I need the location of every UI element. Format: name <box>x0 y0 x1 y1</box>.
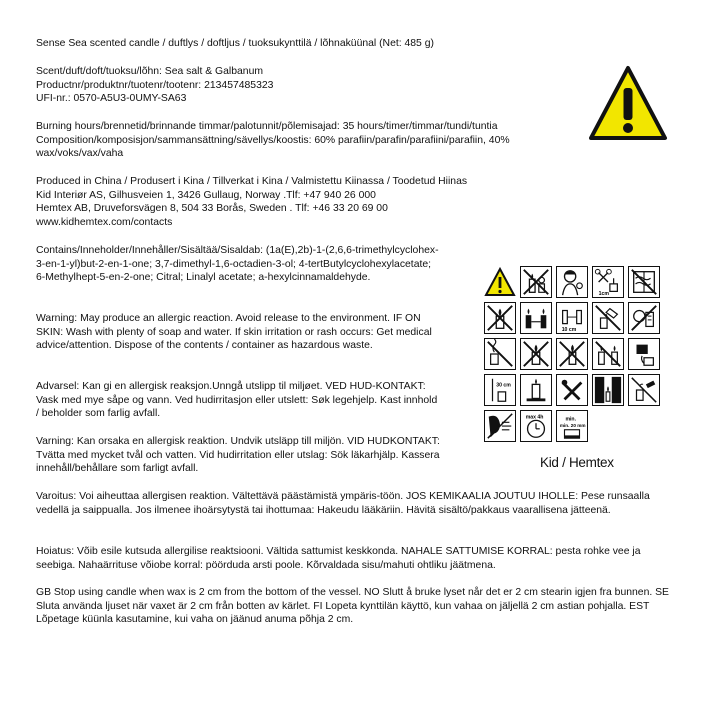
no-flammable-nearby-icon <box>484 302 516 334</box>
ten-cm-distance-icon <box>556 302 588 334</box>
contains-block: Contains/Inneholder/Innehåller/Sisältää/Sisaldab: (1a(E),2b)-1-(2,6,6-trimethylcyclohex-3-en-1-yl)but-2-en-1-one; 3,7-dimethyl-1,6-octadien-3-ol; 4-tertButylcyclohexylacetate; 6-Methylhept-5-en-2-one; Citral; Linalyl acetate; a-hexylcinnamaldehyde. <box>36 245 439 284</box>
extinguish-candle-icon <box>628 374 660 406</box>
thirty-cm-height-icon <box>484 374 516 406</box>
max4h-label: max 4h <box>525 414 544 421</box>
product-title: Sense Sea scented candle / duftlys / doftljus / tuoksukynttilä / lõhnaküünal (Net: 485 g) <box>36 38 434 49</box>
no-water-extinguish-icon <box>592 302 624 334</box>
trim-wick-icon <box>592 266 624 298</box>
min-wax-depth-icon <box>556 410 588 442</box>
brand-label: Kid / Hemtex <box>540 455 614 470</box>
composition: Composition/komposisjon/sammansättning/sävellys/koostis: 60% parafiin/parafin/parafiini/parafiin, 40% wax/voks/vax/vaha <box>36 134 510 160</box>
no-smoke-icon <box>484 338 516 370</box>
kid-address: Kid Interiør AS, Gilhusveien 1, 3426 Gullaug, Norway .Tlf: +47 940 26 000 <box>36 189 376 201</box>
child-adult-icon <box>556 266 588 298</box>
candle-spacing-icon <box>520 302 552 334</box>
small-warning-triangle-icon <box>484 266 516 298</box>
min20-label: min. 20 mm <box>559 422 586 428</box>
warning-se: Varning: Kan orsaka en allergisk reaktion. Undvik utsläpp till miljön. VID HUDKONTAKT: Tvätta med mycket tvål och vatten. Vid hudirritation eller utslag: Sök läkarhjälp. Kassera innehåll/behållare som farligt avfall. <box>36 436 440 475</box>
warning-en: Warning: May produce an allergic reaction. Avoid release to the environment. IF ON SKIN: Wash with plenty of soap and water. If skin irritation or rash occurs: Get medical advice/attention. Dispose of the contents / container as hazardous waste. <box>36 313 432 352</box>
burning-hours: Burning hours/brennetid/brinnande timmar/palotunnit/põlemisajad: 35 hours/timer/timmar/tundi/tuntia <box>36 121 498 132</box>
no-children-candle-icon <box>520 266 552 298</box>
no-draft-window-icon <box>628 266 660 298</box>
no-tools-icon <box>556 374 588 406</box>
stop-instructions: GB Stop using candle when wax is 2 cm from the bottom of the vessel. NO Slutt å bruke lyset når det er 2 cm stearin igjen fra bunnen. SE Sluta använda ljuset när vaxet är 2 cm från botten av kärlet. FI Lopeta kynttilän käyttö, kun vahaa on jäljellä 2 cm astian pohjalla. EST Lõpetage küünla kasutamine, kui vaha on jäänud anuma põhja 2 cm. <box>36 587 669 626</box>
no-unattended-icon <box>520 338 552 370</box>
warning-fi: Varoitus: Voi aiheuttaa allergisen reaktion. Vältettävä päästämistä ympäris-töön. JOS KEMIKAALIA JOUTUU IHOLLE: Pese runsaalla vedellä ja saippualla. Jos ilmenee ihoärsytystä tai ihottumaa: Hakeudu lääkäriin. Hävitä sisältö/pakkaus vaarallisena jätteenä. <box>36 491 650 516</box>
candle-tray-icon <box>520 374 552 406</box>
warning-ee: Hoiatus: Võib esile kutsuda allergilise reaktsiooni. Vältida sattumist keskkonda. NAHALE SATTUMISE KORRAL: pesta rohke vee ja seebiga. Nahaärrituse võiobe korral: pöörduda arsti poole. Kõrvaldada sisu/mahuti ohtliku jäätmena. <box>36 546 641 571</box>
product-ids <box>36 65 676 106</box>
product-number-line: Productnr/produktnr/tuotenr/tootenr: 213457485323 <box>36 79 274 91</box>
website: www.kidhemtex.com/contacts <box>36 216 173 228</box>
thirty-cm-label: 30 cm <box>496 382 511 389</box>
max-burn-time-icon <box>520 410 552 442</box>
scent-line: Scent/duft/doft/tuoksu/lõhn: Sea salt & Galbanum <box>36 66 264 77</box>
no-curtains-icon <box>592 374 624 406</box>
cm-label: 1cm <box>598 291 609 297</box>
no-move-burning-icon <box>592 338 624 370</box>
produced-in: Produced in China / Produsert i Kina / Tillverkat i Kina / Valmistettu Kiinassa / Toodetud Hiinas <box>36 176 468 187</box>
no-blow-icon <box>484 410 516 442</box>
ufi-line: UFI-nr.: 0570-A5U3-0UMY-SA63 <box>36 93 187 105</box>
pour-wax-icon <box>628 338 660 370</box>
warning-triangle-icon <box>588 64 668 144</box>
svg-text:min.: min. <box>565 416 577 423</box>
no-heat-surface-icon <box>628 302 660 334</box>
no-pets-candle-icon <box>556 338 588 370</box>
origin-info <box>36 175 676 229</box>
ten-cm-label: 10 cm <box>561 327 577 333</box>
burn-info <box>36 120 556 161</box>
hemtex-address: Hemtex AB, Druveforsvägen 8, 504 33 Borås, Sweden . Tlf: +46 33 20 69 00 <box>36 203 388 215</box>
warning-no: Advarsel: Kan gi en allergisk reaksjon.Unngå utslipp til miljøet. VED HUD-KONTAKT: Vask med mye såpe og vann. Ved hudirritasjon eller utslett: Søk legehjelp. Kast innhold / beholder som farlig avfall. <box>36 381 438 420</box>
